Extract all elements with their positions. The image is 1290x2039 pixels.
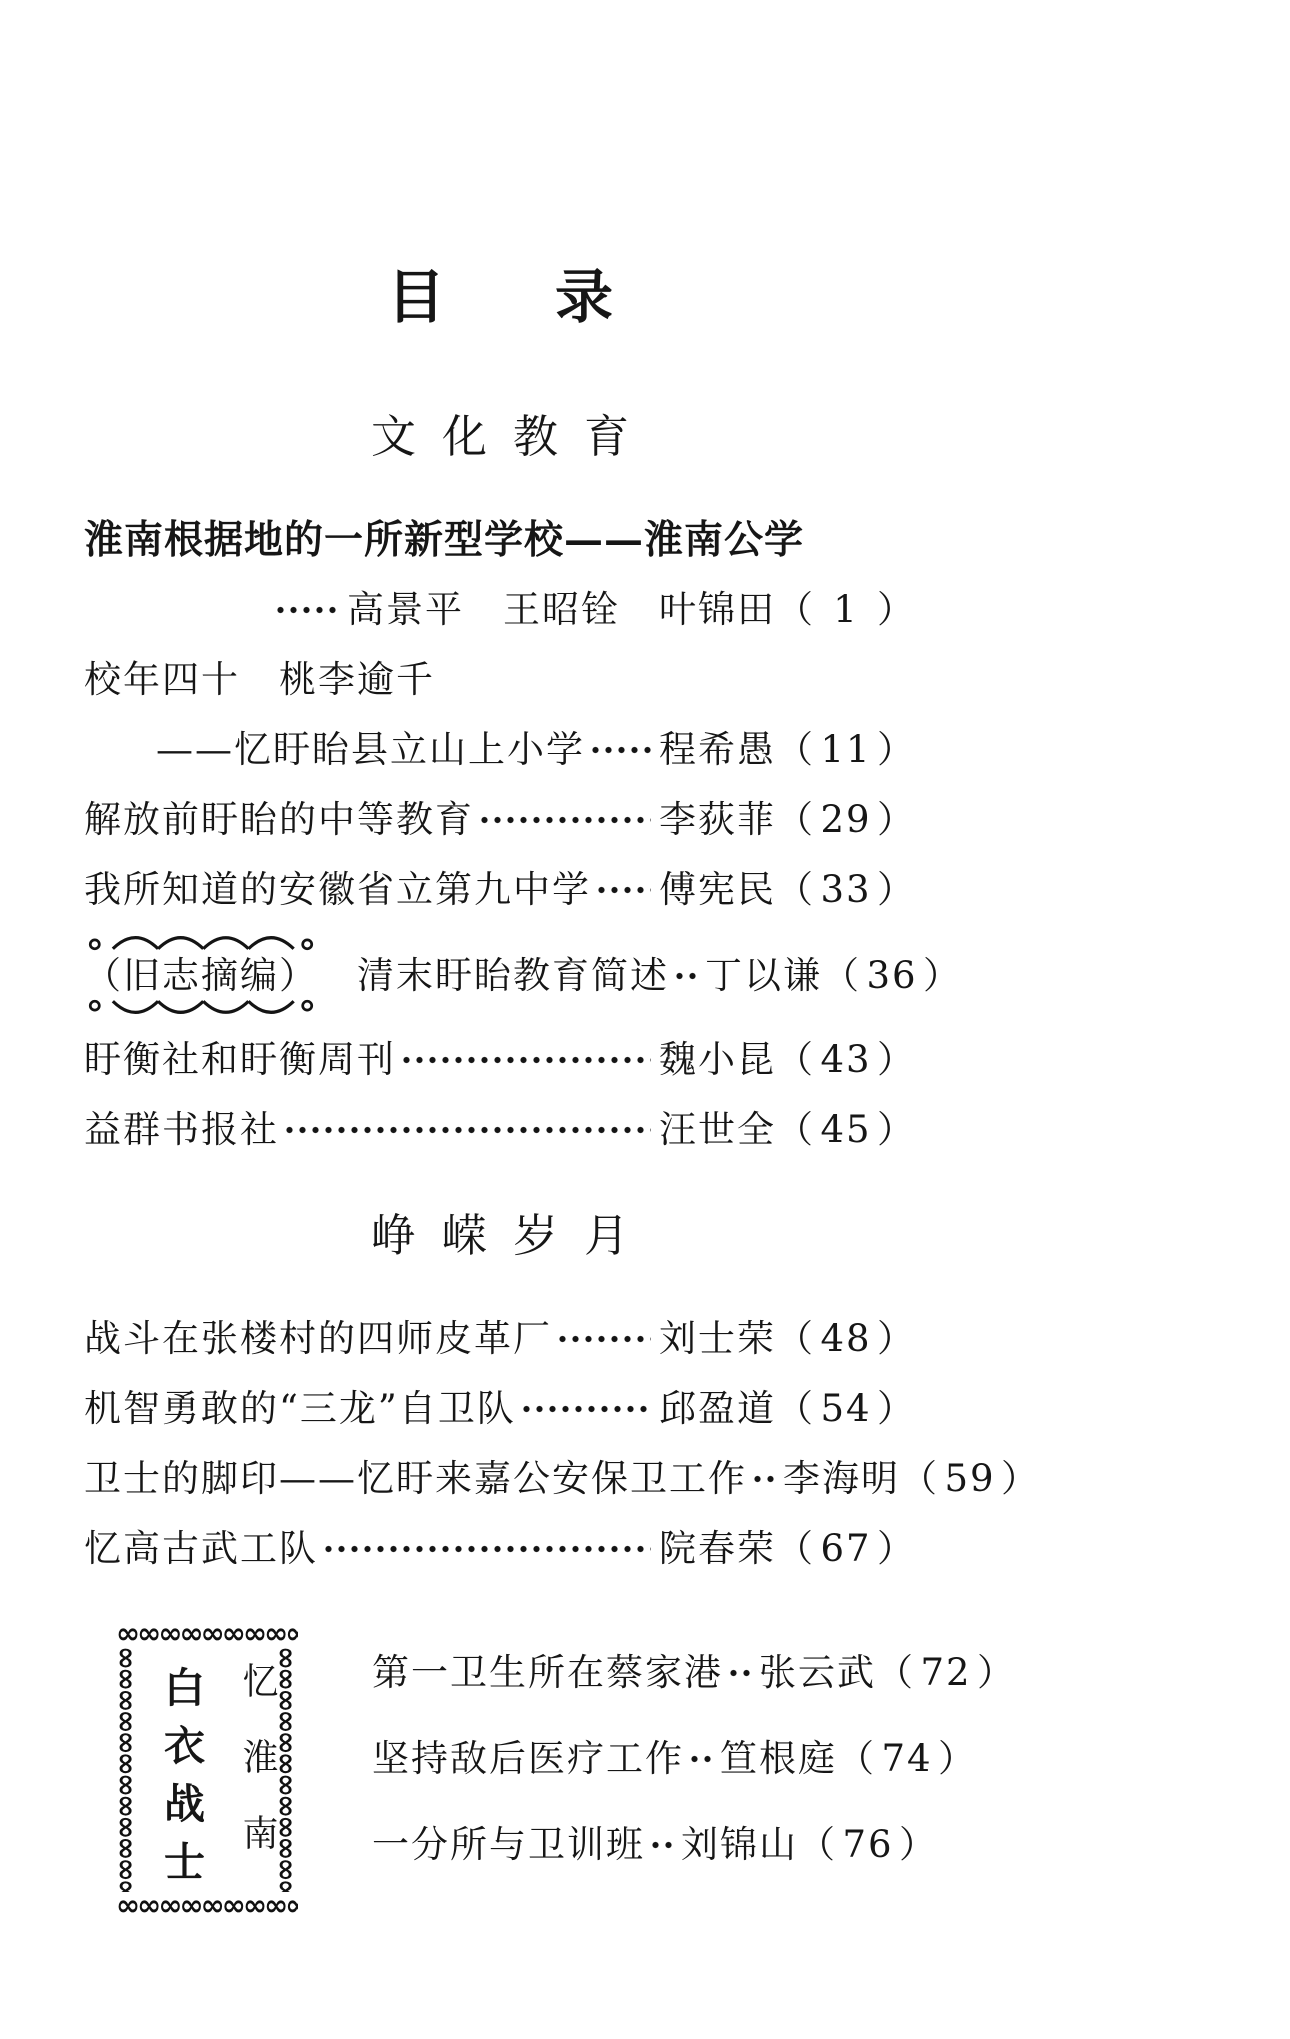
toc-entry-line bbox=[372, 1820, 938, 1870]
entry-authors: 笪根庭 bbox=[720, 1737, 837, 1780]
entry-title: 淮南根据地的一所新型学校——淮南公学 bbox=[84, 517, 805, 563]
toc-entry-line bbox=[84, 585, 916, 635]
entry-title: 清末盱眙教育简述 bbox=[318, 954, 669, 997]
entry-page: （ 11 ） bbox=[776, 728, 916, 771]
entry-page: （ 67 ） bbox=[776, 1527, 916, 1570]
dot-leader bbox=[556, 1333, 651, 1345]
entry-title: ——忆盱眙县立山上小学 bbox=[156, 728, 585, 771]
toc-sections bbox=[84, 400, 1040, 1574]
dot-leader bbox=[283, 1124, 651, 1136]
dot-leader bbox=[751, 1473, 775, 1485]
entry-page: （ 59 ） bbox=[900, 1457, 1040, 1500]
entry-authors: 高景平 王昭铨 叶锦田 bbox=[347, 588, 776, 631]
entry-page: （ 45 ） bbox=[776, 1108, 916, 1151]
section-heading: 峥嵘岁月 bbox=[370, 1209, 655, 1262]
decorated-label: （旧志摘编） bbox=[84, 951, 318, 1001]
entry-authors: 汪世全 bbox=[659, 1108, 776, 1151]
entry-page: （ 76 ） bbox=[798, 1823, 938, 1866]
entry-page: （ 36 ） bbox=[822, 954, 962, 997]
toc-entry-line bbox=[84, 1105, 916, 1155]
entry-page: （ 74 ） bbox=[837, 1737, 977, 1780]
toc-entry-line bbox=[84, 795, 916, 845]
entry-title: 机智勇敢的“三龙”自卫队 bbox=[84, 1387, 516, 1430]
bottom-block bbox=[84, 1620, 1016, 1960]
toc-entry-line bbox=[372, 1648, 1016, 1698]
toc-entry-line bbox=[84, 865, 916, 915]
entry-authors: 傅宪民 bbox=[659, 868, 776, 911]
entry-authors: 邱盈道 bbox=[659, 1387, 776, 1430]
toc-entry-line bbox=[84, 725, 916, 775]
entry-title: 益群书报社 bbox=[84, 1108, 279, 1151]
toc-entry-line bbox=[84, 655, 916, 705]
dot-leader bbox=[478, 814, 651, 826]
entry-authors: 李海明 bbox=[783, 1457, 900, 1500]
entry-page: （ 48 ） bbox=[776, 1317, 916, 1360]
entry-authors: 刘锦山 bbox=[681, 1823, 798, 1866]
entry-page: （ 54 ） bbox=[776, 1387, 916, 1430]
entry-authors: 李荻菲 bbox=[659, 798, 776, 841]
toc-entry-line bbox=[84, 515, 916, 565]
toc-entry-line bbox=[84, 1524, 916, 1574]
page-title: 目录 bbox=[386, 263, 723, 331]
chain-border-left-icon bbox=[114, 1646, 140, 1892]
entry-title: 第一卫生所在蔡家港 bbox=[372, 1651, 723, 1694]
entry-authors: 刘士荣 bbox=[659, 1317, 776, 1360]
dot-leader bbox=[589, 744, 651, 756]
dot-leader bbox=[520, 1403, 651, 1415]
entry-page: （ 29 ） bbox=[776, 798, 916, 841]
entry-title: 一分所与卫训班 bbox=[372, 1823, 645, 1866]
toc-entry-line bbox=[372, 1734, 977, 1784]
bottom-entries bbox=[372, 1648, 1016, 1906]
stamp-text-subject: 白衣战士 bbox=[157, 1666, 205, 1898]
toc-page bbox=[84, 0, 1040, 1960]
toc-entry-line bbox=[84, 1384, 916, 1434]
entry-title: 战斗在张楼村的四师皮革厂 bbox=[84, 1317, 552, 1360]
entry-authors: 程希愚 bbox=[659, 728, 776, 771]
dot-leader bbox=[595, 884, 651, 896]
entry-authors: 魏小昆 bbox=[659, 1038, 776, 1081]
toc-entry-line bbox=[84, 951, 962, 1001]
toc-entry-line bbox=[84, 1314, 916, 1364]
dot-leader bbox=[673, 970, 697, 982]
toc-entry-line bbox=[84, 1035, 916, 1085]
chain-border-top-icon bbox=[116, 1620, 298, 1646]
entry-title: 我所知道的安徽省立第九中学 bbox=[84, 868, 591, 911]
stamp-text-title: 忆淮南 bbox=[237, 1662, 278, 1890]
entry-page: （ 72 ） bbox=[876, 1651, 1016, 1694]
dot-leader bbox=[322, 1543, 651, 1555]
entry-authors: 丁以谦 bbox=[705, 954, 822, 997]
entry-title: 校年四十 桃李逾千 bbox=[84, 658, 435, 701]
toc-entry-line bbox=[84, 1454, 1040, 1504]
dot-leader bbox=[688, 1753, 712, 1765]
dot-leader bbox=[274, 604, 339, 616]
entry-authors: 张云武 bbox=[759, 1651, 876, 1694]
entry-title: 忆高古武工队 bbox=[84, 1527, 318, 1570]
entry-title: 卫士的脚印——忆盱来嘉公安保卫工作 bbox=[84, 1457, 747, 1500]
entry-title: 解放前盱眙的中等教育 bbox=[84, 798, 474, 841]
entry-page: （ 33 ） bbox=[776, 868, 916, 911]
entry-authors: 院春荣 bbox=[659, 1527, 776, 1570]
entry-page: （ 1 ） bbox=[776, 588, 916, 631]
entry-page: （ 43 ） bbox=[776, 1038, 916, 1081]
dot-leader bbox=[400, 1054, 651, 1066]
stamp-box bbox=[114, 1620, 300, 1918]
section-heading: 文化教育 bbox=[370, 410, 655, 463]
entry-title: 盱衡社和盱衡周刊 bbox=[84, 1038, 396, 1081]
entry-title: 坚持敌后医疗工作 bbox=[372, 1737, 684, 1780]
dot-leader bbox=[727, 1667, 751, 1679]
dot-leader bbox=[649, 1839, 673, 1851]
